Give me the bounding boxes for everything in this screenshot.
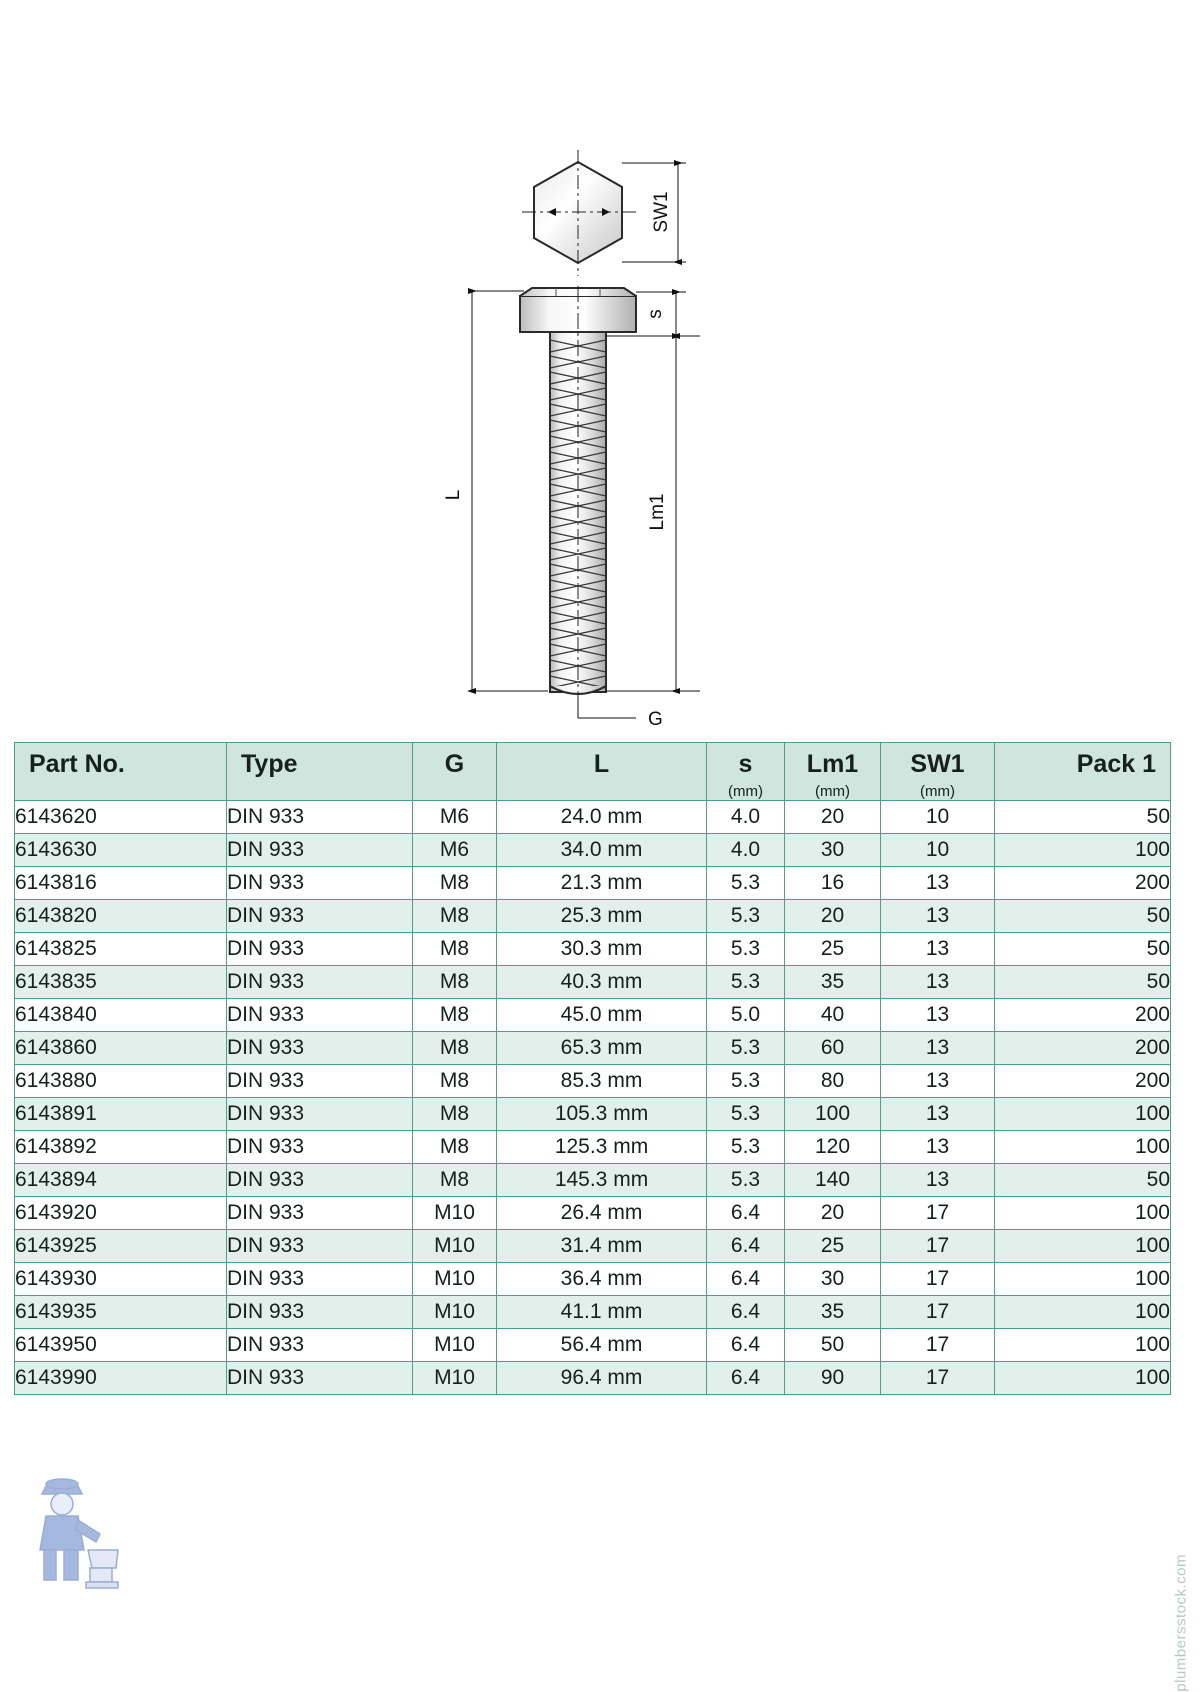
cell-pack: 100	[995, 1296, 1171, 1329]
cell-type: DIN 933	[227, 1098, 413, 1131]
cell-s: 4.0	[707, 801, 785, 834]
cell-sw1: 13	[881, 1065, 995, 1098]
cell-lm1: 30	[785, 1263, 881, 1296]
col-title-type: Type	[241, 750, 298, 778]
cell-g: M8	[413, 1065, 497, 1098]
table-row[interactable]	[15, 900, 1171, 933]
cell-pack: 200	[995, 1065, 1171, 1098]
cell-type: DIN 933	[227, 933, 413, 966]
cell-lm1: 40	[785, 999, 881, 1032]
product-diagram	[0, 0, 1200, 740]
cell-lm1: 60	[785, 1032, 881, 1065]
cell-pack: 50	[995, 801, 1171, 834]
cell-lm1: 16	[785, 867, 881, 900]
cell-part-no: 6143950	[15, 1329, 227, 1362]
cell-lm1: 30	[785, 834, 881, 867]
cell-g: M8	[413, 1131, 497, 1164]
cell-lm1: 35	[785, 1296, 881, 1329]
cell-l: 21.3 mm	[497, 867, 707, 900]
cell-s: 6.4	[707, 1263, 785, 1296]
cell-type: DIN 933	[227, 1131, 413, 1164]
cell-l: 96.4 mm	[497, 1362, 707, 1395]
cell-g: M8	[413, 966, 497, 999]
label-lm1: Lm1	[647, 493, 668, 531]
cell-s: 4.0	[707, 834, 785, 867]
cell-s: 5.3	[707, 1131, 785, 1164]
cell-type: DIN 933	[227, 1230, 413, 1263]
cell-lm1: 90	[785, 1362, 881, 1395]
label-s: s	[645, 309, 666, 319]
cell-s: 5.3	[707, 867, 785, 900]
col-header-pack	[995, 743, 1171, 801]
cell-sw1: 13	[881, 867, 995, 900]
cell-l: 85.3 mm	[497, 1065, 707, 1098]
cell-l: 56.4 mm	[497, 1329, 707, 1362]
cell-l: 24.0 mm	[497, 801, 707, 834]
col-header-part-no	[15, 743, 227, 801]
cell-s: 5.3	[707, 900, 785, 933]
cell-sw1: 17	[881, 1362, 995, 1395]
cell-s: 6.4	[707, 1296, 785, 1329]
cell-l: 34.0 mm	[497, 834, 707, 867]
cell-part-no: 6143930	[15, 1263, 227, 1296]
cell-part-no: 6143620	[15, 801, 227, 834]
cell-pack: 200	[995, 867, 1171, 900]
cell-part-no: 6143935	[15, 1296, 227, 1329]
col-unit-sw1: (mm)	[920, 783, 955, 801]
cell-lm1: 20	[785, 801, 881, 834]
cell-s: 6.4	[707, 1362, 785, 1395]
cell-sw1: 13	[881, 933, 995, 966]
label-l: L	[443, 489, 464, 501]
cell-g: M8	[413, 933, 497, 966]
cell-part-no: 6143925	[15, 1230, 227, 1263]
cell-sw1: 10	[881, 801, 995, 834]
cell-pack: 50	[995, 900, 1171, 933]
col-title-s: s	[738, 750, 753, 778]
dimension-l	[443, 291, 548, 691]
cell-l: 30.3 mm	[497, 933, 707, 966]
cell-type: DIN 933	[227, 1065, 413, 1098]
cell-g: M10	[413, 1263, 497, 1296]
cell-l: 31.4 mm	[497, 1230, 707, 1263]
label-sw1: SW1	[651, 191, 672, 233]
table-row[interactable]	[15, 1329, 1171, 1362]
table-row[interactable]	[15, 1296, 1171, 1329]
cell-lm1: 50	[785, 1329, 881, 1362]
cell-lm1: 20	[785, 900, 881, 933]
cell-lm1: 25	[785, 933, 881, 966]
cell-lm1: 35	[785, 966, 881, 999]
cell-sw1: 13	[881, 1032, 995, 1065]
cell-sw1: 13	[881, 999, 995, 1032]
cell-type: DIN 933	[227, 1197, 413, 1230]
cell-lm1: 25	[785, 1230, 881, 1263]
label-g: G	[648, 709, 663, 730]
cell-pack: 50	[995, 1164, 1171, 1197]
cell-type: DIN 933	[227, 1032, 413, 1065]
cell-g: M8	[413, 1164, 497, 1197]
cell-pack: 200	[995, 1032, 1171, 1065]
cell-pack: 100	[995, 1131, 1171, 1164]
table-row[interactable]	[15, 1098, 1171, 1131]
cell-l: 45.0 mm	[497, 999, 707, 1032]
cell-sw1: 13	[881, 900, 995, 933]
cell-sw1: 17	[881, 1263, 995, 1296]
table-row[interactable]	[15, 1065, 1171, 1098]
cell-type: DIN 933	[227, 801, 413, 834]
dimension-g	[578, 700, 663, 730]
cell-part-no: 6143630	[15, 834, 227, 867]
cell-pack: 200	[995, 999, 1171, 1032]
cell-g: M8	[413, 867, 497, 900]
col-header-g	[413, 743, 497, 801]
cell-s: 5.3	[707, 966, 785, 999]
cell-g: M10	[413, 1296, 497, 1329]
col-unit-lm1: (mm)	[815, 783, 850, 801]
hexagon-top-view	[522, 150, 636, 276]
cell-s: 5.3	[707, 1032, 785, 1065]
cell-pack: 100	[995, 1362, 1171, 1395]
cell-l: 25.3 mm	[497, 900, 707, 933]
cell-part-no: 6143894	[15, 1164, 227, 1197]
cell-lm1: 120	[785, 1131, 881, 1164]
table-body	[15, 801, 1171, 1395]
bolt-side-view	[520, 286, 636, 700]
cell-s: 6.4	[707, 1230, 785, 1263]
dimension-s	[636, 292, 686, 336]
cell-sw1: 17	[881, 1197, 995, 1230]
col-header-type	[227, 743, 413, 801]
cell-type: DIN 933	[227, 1263, 413, 1296]
cell-pack: 100	[995, 834, 1171, 867]
cell-l: 145.3 mm	[497, 1164, 707, 1197]
col-title-sw1: SW1	[910, 750, 965, 778]
cell-lm1: 80	[785, 1065, 881, 1098]
cell-type: DIN 933	[227, 834, 413, 867]
cell-part-no: 6143835	[15, 966, 227, 999]
col-header-lm1	[785, 743, 881, 801]
cell-l: 41.1 mm	[497, 1296, 707, 1329]
table-row[interactable]	[15, 1230, 1171, 1263]
cell-g: M8	[413, 1098, 497, 1131]
col-title-pack: Pack 1	[1076, 750, 1156, 778]
plumber-logo-icon	[16, 1472, 126, 1592]
col-title-l: L	[593, 750, 610, 778]
cell-lm1: 20	[785, 1197, 881, 1230]
cell-part-no: 6143860	[15, 1032, 227, 1065]
col-header-sw1	[881, 743, 995, 801]
cell-l: 26.4 mm	[497, 1197, 707, 1230]
table-row[interactable]	[15, 867, 1171, 900]
col-header-s	[707, 743, 785, 801]
table-row[interactable]	[15, 1032, 1171, 1065]
col-title-g: G	[444, 750, 465, 778]
table-row[interactable]	[15, 1131, 1171, 1164]
cell-s: 5.0	[707, 999, 785, 1032]
dimension-lm1	[606, 336, 700, 691]
cell-type: DIN 933	[227, 1362, 413, 1395]
cell-type: DIN 933	[227, 999, 413, 1032]
header-row	[15, 743, 1171, 801]
cell-sw1: 13	[881, 1131, 995, 1164]
spec-table	[14, 742, 1171, 1395]
cell-l: 125.3 mm	[497, 1131, 707, 1164]
cell-s: 5.3	[707, 1098, 785, 1131]
cell-part-no: 6143880	[15, 1065, 227, 1098]
cell-g: M8	[413, 999, 497, 1032]
cell-s: 6.4	[707, 1329, 785, 1362]
col-unit-s: (mm)	[728, 783, 763, 801]
cell-s: 5.3	[707, 1065, 785, 1098]
cell-l: 65.3 mm	[497, 1032, 707, 1065]
cell-g: M10	[413, 1230, 497, 1263]
cell-pack: 100	[995, 1098, 1171, 1131]
table-row[interactable]	[15, 1197, 1171, 1230]
cell-part-no: 6143892	[15, 1131, 227, 1164]
cell-pack: 100	[995, 1263, 1171, 1296]
cell-sw1: 17	[881, 1296, 995, 1329]
cell-pack: 100	[995, 1197, 1171, 1230]
watermark-text: plumbersstock.com	[1173, 1554, 1190, 1692]
specification-table	[14, 742, 1170, 1395]
cell-g: M6	[413, 801, 497, 834]
cell-s: 6.4	[707, 1197, 785, 1230]
cell-type: DIN 933	[227, 1164, 413, 1197]
table-row[interactable]	[15, 933, 1171, 966]
cell-s: 5.3	[707, 933, 785, 966]
cell-sw1: 13	[881, 1098, 995, 1131]
table-row[interactable]	[15, 1263, 1171, 1296]
cell-l: 36.4 mm	[497, 1263, 707, 1296]
cell-l: 40.3 mm	[497, 966, 707, 999]
cell-part-no: 6143825	[15, 933, 227, 966]
table-row[interactable]	[15, 1164, 1171, 1197]
table-row[interactable]	[15, 1362, 1171, 1395]
cell-lm1: 140	[785, 1164, 881, 1197]
cell-part-no: 6143990	[15, 1362, 227, 1395]
table-row[interactable]	[15, 801, 1171, 834]
cell-l: 105.3 mm	[497, 1098, 707, 1131]
cell-type: DIN 933	[227, 966, 413, 999]
cell-lm1: 100	[785, 1098, 881, 1131]
cell-type: DIN 933	[227, 900, 413, 933]
cell-g: M10	[413, 1329, 497, 1362]
cell-part-no: 6143840	[15, 999, 227, 1032]
cell-pack: 100	[995, 1230, 1171, 1263]
col-title-lm1: Lm1	[806, 750, 859, 778]
table-row[interactable]	[15, 966, 1171, 999]
cell-g: M10	[413, 1197, 497, 1230]
cell-g: M10	[413, 1362, 497, 1395]
table-row[interactable]	[15, 999, 1171, 1032]
cell-type: DIN 933	[227, 1329, 413, 1362]
cell-sw1: 17	[881, 1230, 995, 1263]
cell-type: DIN 933	[227, 867, 413, 900]
cell-sw1: 10	[881, 834, 995, 867]
cell-g: M6	[413, 834, 497, 867]
cell-part-no: 6143920	[15, 1197, 227, 1230]
cell-sw1: 13	[881, 966, 995, 999]
cell-g: M8	[413, 1032, 497, 1065]
table-header	[15, 743, 1171, 801]
cell-part-no: 6143891	[15, 1098, 227, 1131]
table-row[interactable]	[15, 834, 1171, 867]
cell-type: DIN 933	[227, 1296, 413, 1329]
col-title-part-no: Part No.	[29, 750, 125, 778]
cell-part-no: 6143816	[15, 867, 227, 900]
col-header-l	[497, 743, 707, 801]
cell-part-no: 6143820	[15, 900, 227, 933]
cell-sw1: 13	[881, 1164, 995, 1197]
cell-pack: 50	[995, 933, 1171, 966]
cell-s: 5.3	[707, 1164, 785, 1197]
cell-pack: 50	[995, 966, 1171, 999]
cell-sw1: 17	[881, 1329, 995, 1362]
cell-pack: 100	[995, 1329, 1171, 1362]
cell-g: M8	[413, 900, 497, 933]
